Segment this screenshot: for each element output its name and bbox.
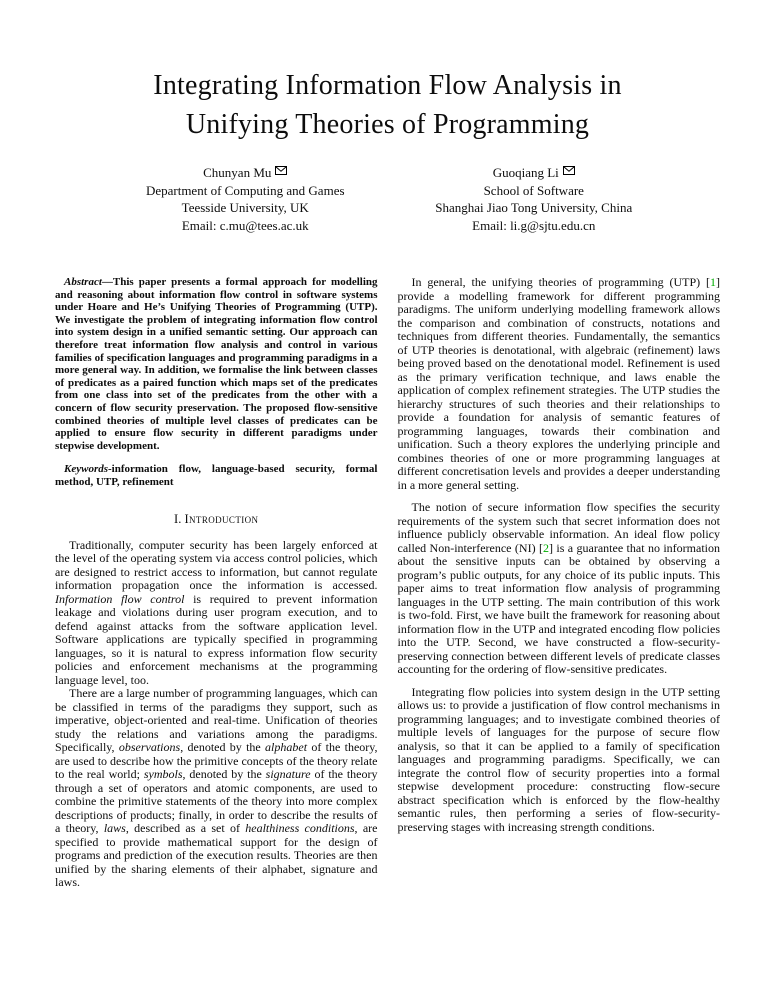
intro-paragraph-1 (55, 539, 378, 688)
text-segment: , denoted by the (182, 767, 266, 781)
author-name: Chunyan Mu (203, 165, 272, 180)
section-number: I. (174, 511, 182, 526)
text-segment: There are a large number of programming languages, which can be classified in terms of the paradigms they support, such as imperative, object-oriented and real-time. Unification of theories study the relations and variations among the paradigms. Specifically, (55, 686, 378, 754)
author-email: Email: c.mu@tees.ac.uk (181, 217, 309, 233)
text-segment: of the theory through a set of operators and atomic components, are used to combine the primitive statements of the theory into more complex descriptions of products; finally, in order to describe the results of a theory, (55, 767, 378, 835)
authors-row (55, 162, 720, 234)
text-segment: Keywords (64, 463, 108, 476)
right-paragraph-2 (398, 501, 721, 677)
text-segment: laws (103, 821, 126, 835)
author-name-row (390, 162, 679, 182)
intro-paragraph-2 (55, 687, 378, 890)
section-title: Introduction (184, 511, 259, 526)
text-segment: signature (265, 767, 311, 781)
text-segment: alphabet (265, 740, 308, 754)
author-university: Teesside University, UK (181, 200, 309, 215)
right-paragraph-3 (398, 686, 721, 835)
author-affiliation: Department of Computing and Games (145, 182, 345, 198)
text-segment: Information flow control (55, 591, 185, 606)
text-segment: of the theory, are used to describe how the primitive concepts of the theory relate to the real world; (55, 740, 378, 781)
two-column-body (55, 276, 720, 890)
paper-title-line1: Integrating Information Flow Analysis in (153, 70, 622, 101)
text-segment: Integrating flow policies into system design in the UTP setting allows us: to provide a justification of flow control mechanisms in programming languages; and to investigate combined theories of multiple levels of languages for the purpose of secure flow analysis, so that it can be applied to a family of specification languages and programming paradigms. Specifically, we can integrate the control flow of security properties into a formal stepwise development procedure: constructing flow-secure abstract specification which is enforced by the flow-healthy semantic rules, then performing a series of flow-security-preserving stages with increasing strength conditions. (397, 684, 720, 834)
text-segment: The notion of secure information flow specifies the security requirements of the system such that secret information does not influence publicly observable information. An ideal flow policy called Non-interference (NI) [ (397, 500, 720, 555)
text-segment: ] is a guarantee that no information about the sensitive inputs can be obtained by observing a program’s public outputs, for any choice of its public inputs. This paper aims to treat information flow analysis of programming languages in the UTP setting. The main contribution of this work is two-fold. First, we have built the framework for reasoning about information flow in the UTP and integrated encoding flow policies into the UTP. Second, we have constructed a flow-security-preserving connection between different levels of predicate classes accounting for the ordering of flow-sensitive predicates. (397, 540, 721, 676)
author-affiliation: School of Software (483, 182, 584, 198)
citation-ref-2[interactable]: 2 (542, 540, 549, 555)
text-segment: healthiness conditions (245, 821, 355, 835)
text-segment: In general, the unifying theories of programming (UTP) [ (411, 275, 710, 289)
text-segment: ] provide a modelling framework for different programming paradigms. The uniform underlying modelling framework allows the comparison and combination of constructs, notations and techniques from different theories. Fundamentally, the semantics of UTP theories is denotational, with algebraic (refinement) laws being proved based on the denotational model. Refinement is used as the primary verification technique, and laws enable the application of complex refinement strategies. The UTP studies the hierarchy structures of such theories and their relationships to provide a foundation for analysis of semantic features of programming languages, towards their combination and unification. Such a theory explores the underlying principle and combines theories of one or more programming languages at different concretisation levels and provides a deeper understanding in a more general setting. (397, 275, 720, 492)
right-column (398, 276, 721, 843)
text-segment: , described as a set of (125, 821, 246, 835)
paper-title-line2: Unifying Theories of Programming (185, 109, 590, 140)
text-segment: -information flow, language-based security, formal method, UTP, refinement (55, 463, 378, 488)
author-name-row (101, 162, 390, 182)
left-column (55, 276, 378, 890)
abstract-paragraph (55, 276, 378, 452)
text-segment: Traditionally, computer security has been largely enforced at the level of the operating system via access control policies, which are designed to restrict access to information, but cannot regulate information propagation once the information is accessed. (55, 537, 378, 592)
author-university: Shanghai Jiao Tong University, China (435, 200, 633, 215)
section-heading-introduction (55, 512, 378, 527)
author-name: Guoqiang Li (492, 165, 559, 180)
text-segment: —This paper presents a formal approach for modelling and reasoning about information flow control in software systems under Hoare and He’s Unifying Theories of Programming (UTP). We investigate the problem of integrating information flow control into system design in a unified semantic setting. Our approach can therefore treat information flow analysis and control in various families of specification languages and programming paradigms in a more general way. In addition, we formalise the link between classes of predicates as a paired function which maps set of the predicates from one class into set of the predicates from the other with a concern of flow security preservation. The proposed flow-sensitive combined theories of multiple level classes of predicates can be applied to ensure flow security in different paradigms under stepwise development. (55, 276, 378, 452)
text-segment: , are specified to provide mathematical support for the design of programs and prediction of the execution results. Theories are then unified by the sharing elements of their alphabet, signature and laws. (55, 821, 378, 889)
citation-ref-1[interactable]: 1 (710, 275, 716, 289)
keywords-paragraph (55, 463, 378, 488)
text-segment: , denoted by the (180, 740, 266, 754)
author-email: Email: li.g@sjtu.edu.cn (472, 217, 596, 233)
text-segment: observations (118, 740, 181, 754)
right-paragraph-1 (398, 276, 721, 492)
envelope-icon (275, 162, 287, 180)
text-segment: is required to prevent information leakage and violations during user program execution, and to defend against attacks from the software application level. Software applications are typically specified in programming languages, so it is natural to express information flow security policies and enforcement mechanisms at the programming language level, too. (55, 591, 378, 687)
text-segment: symbols (143, 767, 183, 781)
envelope-icon (563, 162, 575, 180)
text-segment: Abstract (64, 276, 102, 288)
paper-title (55, 66, 720, 144)
author-block-2 (390, 162, 679, 234)
author-block-1 (101, 162, 390, 234)
